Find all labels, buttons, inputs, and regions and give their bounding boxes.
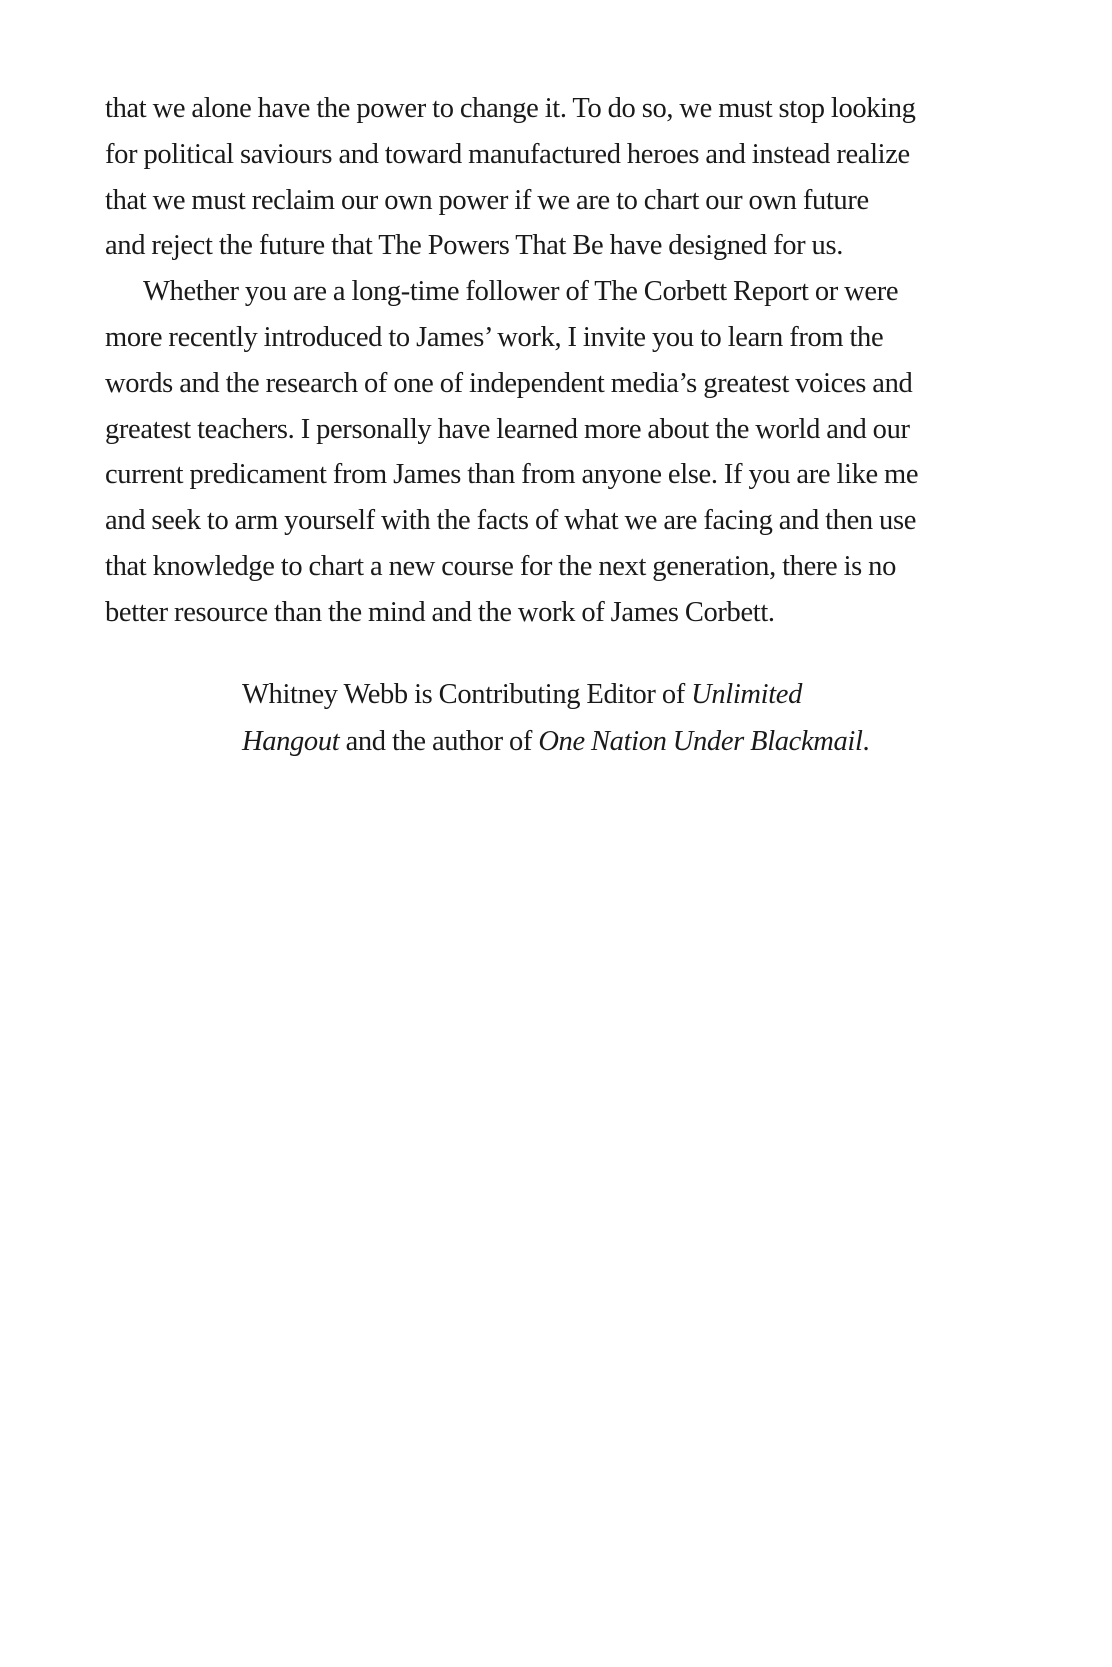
text-line: better resource than the mind and the work of James Corbett. — [105, 596, 775, 628]
bio-punctuation: . — [862, 726, 870, 757]
text-line: Whether you are a long-time follower of The Corbett Report or were — [143, 276, 899, 308]
text-line: more recently introduced to James’ work, I invite you to learn from the — [105, 321, 884, 353]
paragraph-1 — [105, 86, 945, 269]
text-line: that we alone have the power to change it. To do so, we must stop looking — [105, 93, 916, 124]
text-line: and seek to arm yourself with the facts of what we are facing and then use — [105, 505, 916, 537]
text-line: and reject the future that The Powers That Be have designed for us. — [105, 230, 843, 262]
text-line: words and the research of one of independent media’s greatest voices and — [105, 367, 913, 399]
bio-text: and the author of — [339, 726, 539, 757]
text-line: that we must reclaim our own power if we are to chart our own future — [105, 184, 869, 216]
bio-text: Whitney Webb is Contributing Editor of — [242, 679, 692, 710]
book-title: One Nation Under Blackmail — [538, 726, 863, 757]
text-line: that knowledge to chart a new course for the next generation, there is no — [105, 550, 896, 582]
paragraph-2 — [105, 269, 945, 635]
bio-line-1 — [242, 671, 942, 718]
foreword-text — [105, 86, 945, 636]
author-bio — [242, 671, 942, 765]
text-line: greatest teachers. I personally have learned more about the world and our — [105, 413, 910, 445]
text-line: current predicament from James than from anyone else. If you are like me — [105, 459, 919, 491]
publication-title: Hangout — [242, 726, 340, 757]
publication-title: Unlimited — [691, 679, 802, 710]
text-line: for political saviours and toward manufactured heroes and instead realize — [105, 138, 910, 170]
bio-line-2 — [242, 718, 942, 765]
